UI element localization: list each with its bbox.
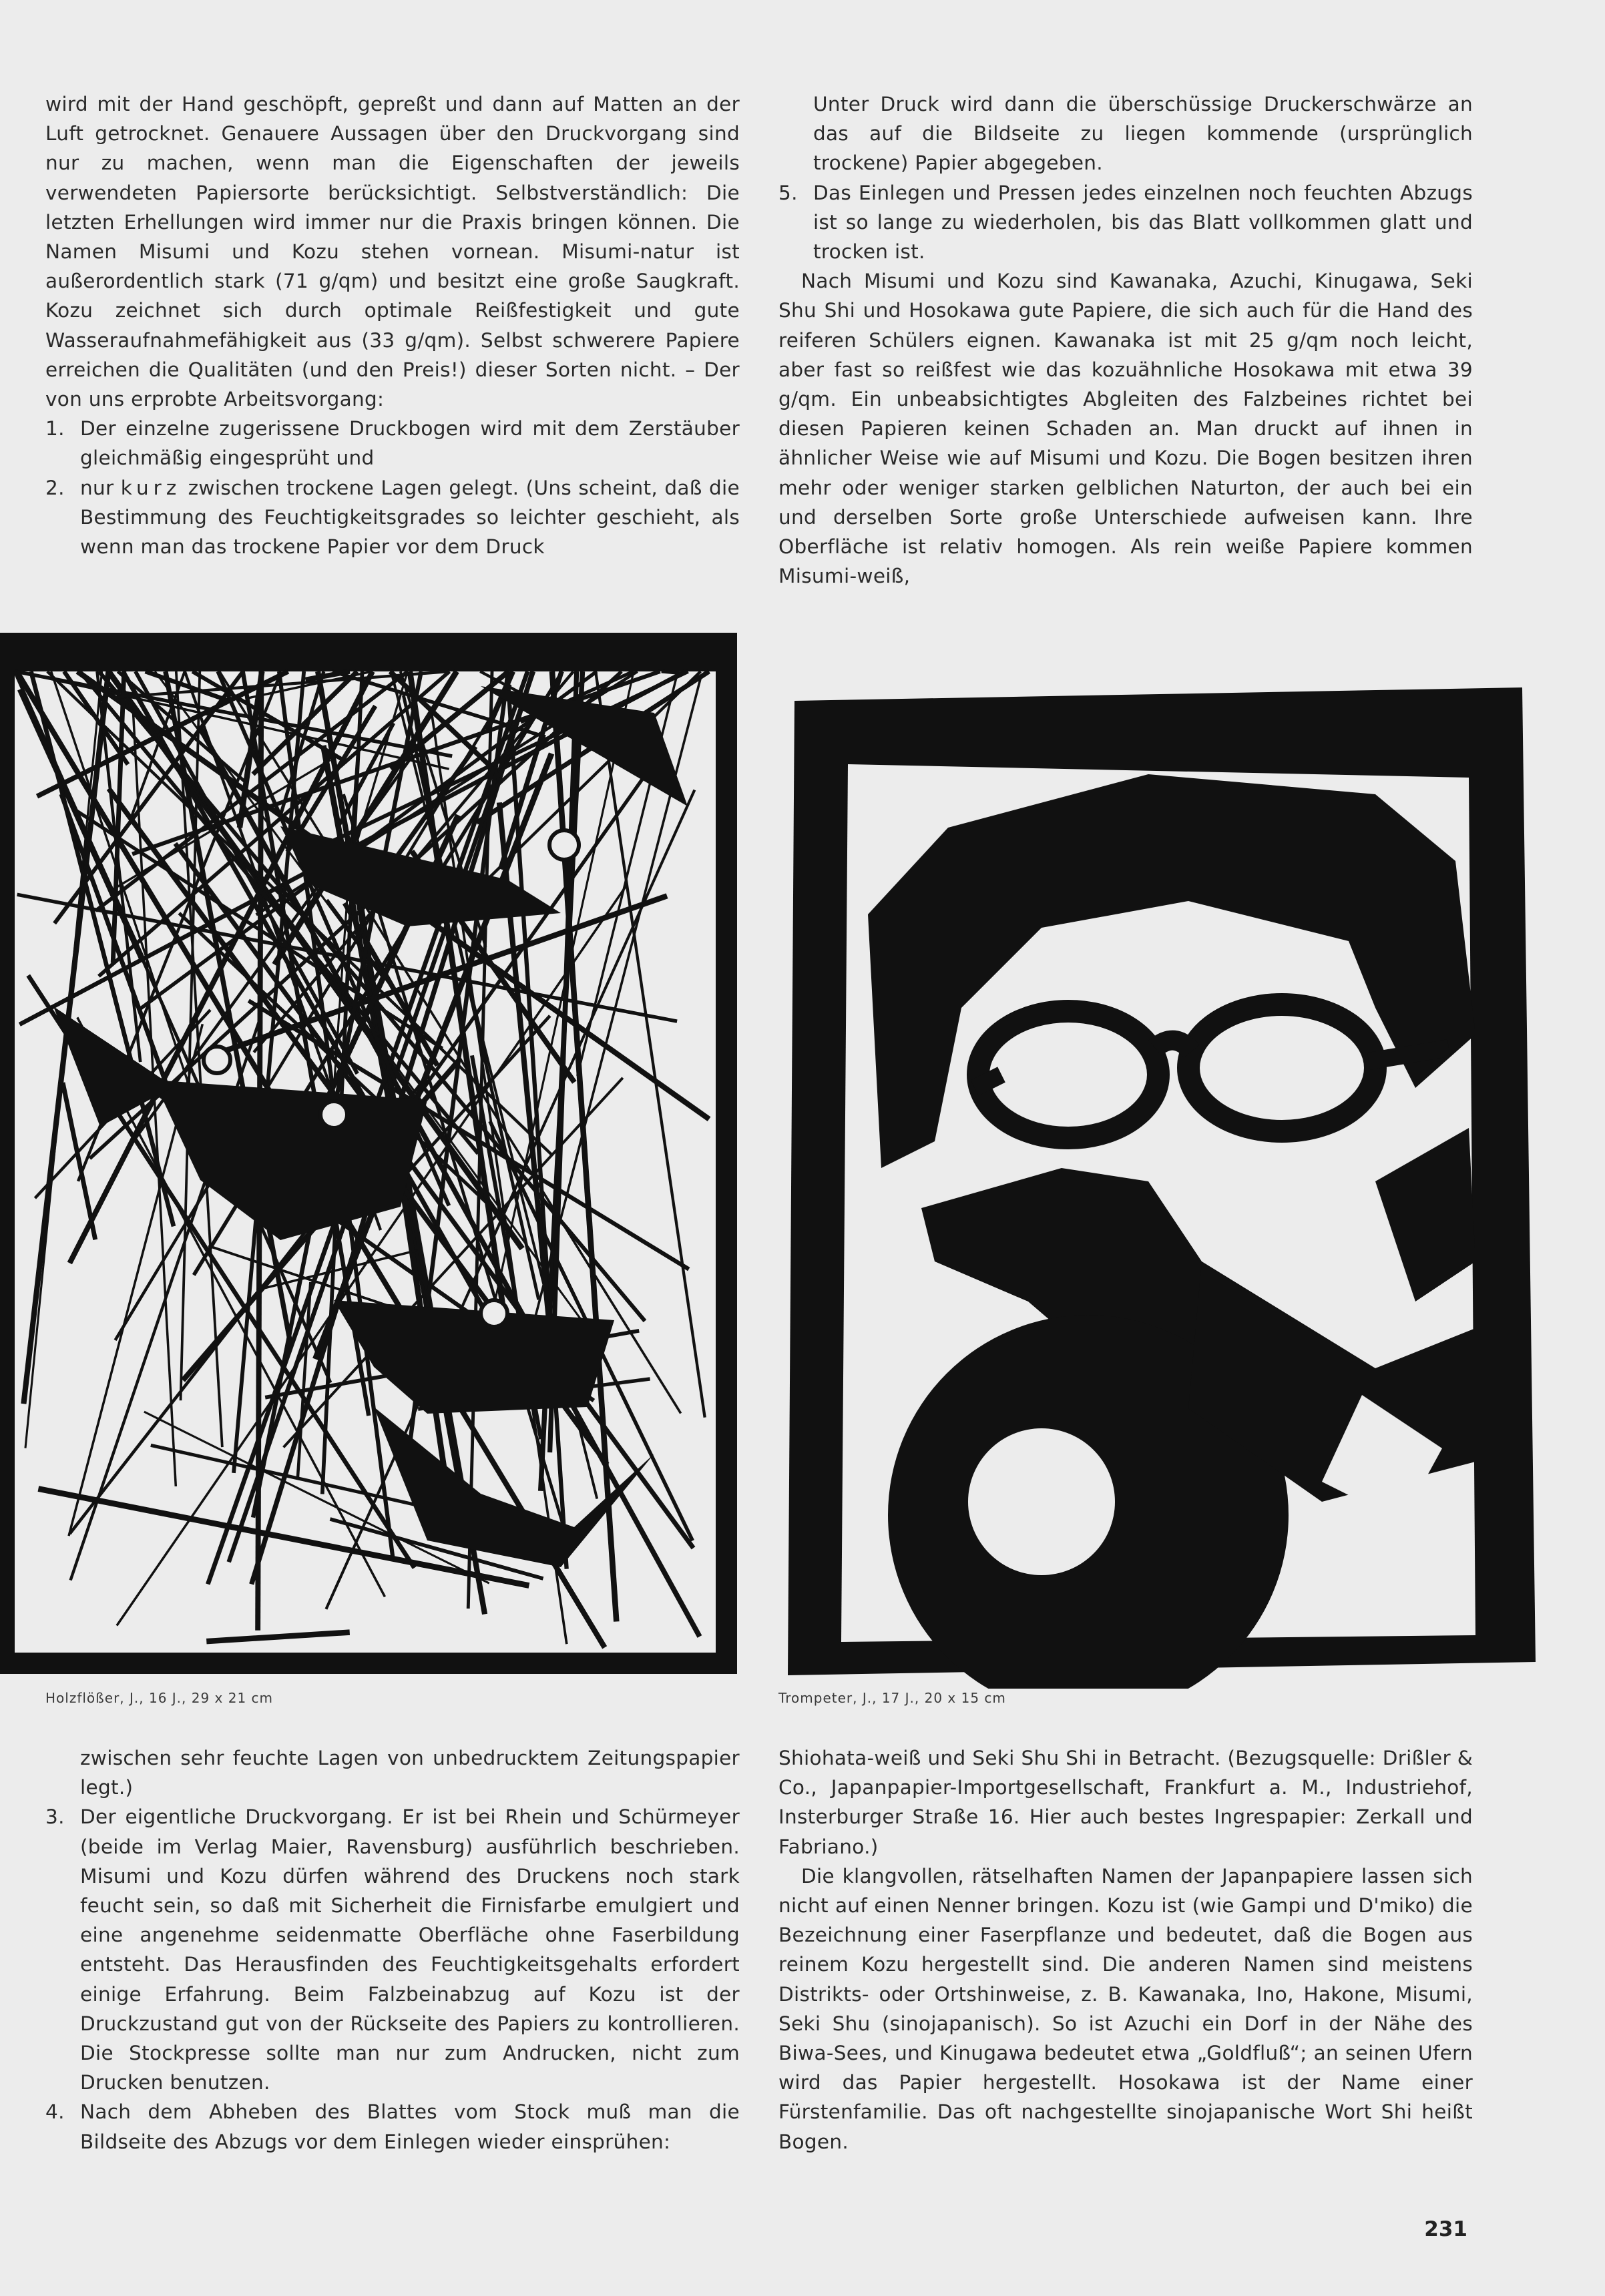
text-column-bottom-left (45, 1743, 740, 2157)
list-continuation (778, 89, 1473, 178)
list-item-3 (45, 1802, 740, 2097)
list-continuation-text: Unter Druck wird dann die überschüssige Druckerschwärze an das auf die Bildseite zu liegen kommende (ursprünglich trockene) Papier abgegeben. (813, 93, 1473, 175)
list-number-2: 2. (45, 476, 65, 499)
list-number-3: 3. (45, 1805, 65, 1829)
text-column-top-right (778, 89, 1473, 591)
list-item-2-spaced-word: kurz (120, 476, 182, 499)
list-item-1-text: Der einzelne zugerissene Druckbogen wird mit dem Zerstäuber gleichmäßig eingesprüht und (80, 417, 740, 470)
woodcut-trompeter (774, 661, 1549, 1689)
list-item-2-text: zwischen trockene Lagen gelegt. (Uns scheint, daß die Bestimmung des Feuchtigkeitsgrades so leichter geschieht, als wenn man das trockene Papier vor dem Druck (80, 476, 740, 559)
list-number-4: 4. (45, 2100, 65, 2124)
list-item-4-text: Nach dem Abheben des Blattes vom Stock muß man die Bildseite des Abzugs vor dem Einlegen wieder einsprühen: (80, 2100, 740, 2153)
names-paragraph: Die klangvollen, rätselhaften Namen der Japanpapiere lassen sich nicht auf einen Nenner bringen. Kozu ist (wie Gampi und D'miko) die Bezeichnung einer Faserpflanze und bedeutet, daß die Bogen aus reinem Kozu hergestellt sind. Die anderen Namen sind meistens Distrikts- oder Ortshinweise, z. B. Kawanaka, Ino, Hakone, Misumi, Seki Shu (sinojapanisch). So ist Azuchi ein Dorf in der Nähe des Biwa-Sees, und Kinugawa bedeutet etwa „Goldfluß“; an seinen Ufern wird das Papier hergestellt. Hosokawa ist der Name einer Fürstenfamilie. Das oft nachgestellte sinojapanische Wort Shi heißt Bogen. (778, 1864, 1473, 2153)
text-column-bottom-right (778, 1743, 1473, 2157)
list-item-3-text: Der eigentliche Druckvorgang. Er ist bei Rhein und Schürmeyer (beide im Verlag Maier, Ravensburg) ausführlich beschrieben. Misumi und Kozu dürfen während des Druckens noch stark feucht sein, so daß mit Sicherheit die Firnisfarbe emulgiert und eine angenehme seidenmatte Oberfläche ohne Faserbildung entsteht. Das Herausfinden des Feuchtigkeitsgehalts erfordert einige Erfahrung. Beim Falzbeinabzug auf Kozu ist der Druckzustand gut von der Rückseite des Papiers zu kontrollieren. Die Stockpresse sollte man nur zum Andrucken, nicht zum Drucken benutzen. (80, 1805, 740, 2094)
text-column-top-left (45, 89, 740, 561)
list-continuation-2-text: zwischen sehr feuchte Lagen von unbedrucktem Zeitungspapier legt.) (80, 1747, 740, 1799)
intro-paragraph: wird mit der Hand geschöpft, gepreßt und dann auf Matten an der Luft getrocknet. Genauere Aussagen über den Druckvorgang sind nur zu machen, wenn man die Eigenschaften der jeweils verwendeten Papiersorte berücksichtigt. Selbstverständlich: Die letzten Erhellungen wird immer nur die Praxis bringen können. Die Namen Misumi und Kozu stehen vornean. Misumi-natur ist außerordentlich stark (71 g/qm) und besitzt eine große Saugkraft. Kozu zeichnet sich durch optimale Reißfestigkeit und gute Wasseraufnahmefähigkeit aus (33 g/qm). Selbst schwerere Papiere erreichen die Qualitäten (und den Preis!) dieser Sorten nicht. – Der von uns erprobte Arbeitsvorgang: (45, 93, 740, 411)
caption-holzfloesser: Holzflößer, J., 16 J., 29 x 21 cm (45, 1690, 274, 1706)
list-item-4 (45, 2097, 740, 2156)
list-item-2-pre: nur (80, 476, 114, 499)
list-item-2 (45, 473, 740, 562)
list-number-1: 1. (45, 417, 65, 441)
page-number: 231 (1424, 2217, 1467, 2241)
caption-trompeter: Trompeter, J., 17 J., 20 x 15 cm (778, 1690, 1006, 1706)
woodcut-holzfloesser (0, 633, 737, 1674)
list-item-5-text: Das Einlegen und Pressen jedes einzelnen noch feuchten Abzugs ist so lange zu wiederholen, bis das Blatt vollkommen glatt und trocken ist. (813, 181, 1473, 264)
list-item-5 (778, 178, 1473, 267)
list-item-1 (45, 414, 740, 473)
list-number-5: 5. (778, 181, 798, 204)
paper-types-paragraph: Nach Misumi und Kozu sind Kawanaka, Azuchi, Kinugawa, Seki Shu Shi und Hosokawa gute Papiere, die sich auch für die Hand des reiferen Schülers eignen. Kawanaka ist mit 25 g/qm noch leicht, aber fast so reißfest wie das kozuähnliche Hosokawa mit etwa 39 g/qm. Ein unbeabsichtigtes Abgleiten des Falzbeines richtet bei diesen Papieren keinen Schaden an. Man druckt auf ihnen in ähnlicher Weise wie auf Misumi und Kozu. Die Bogen besitzen ihren mehr oder weniger starken gelblichen Naturton, der auch bei ein und derselben Sorte große Unterschiede aufweisen kann. Ihre Oberfläche ist relativ homogen. Als rein weiße Papiere kommen Misumi-weiß, (778, 270, 1473, 588)
supplier-paragraph: Shiohata-weiß und Seki Shu Shi in Betracht. (Bezugsquelle: Drißler & Co., Japanpapier-Importgesellschaft, Frankfurt a. M., Industriehof, Insterburger Straße 16. Hier auch bestes Ingrespapier: Zerkall und Fabriano.) (778, 1747, 1473, 1858)
list-continuation-2 (45, 1743, 740, 1802)
